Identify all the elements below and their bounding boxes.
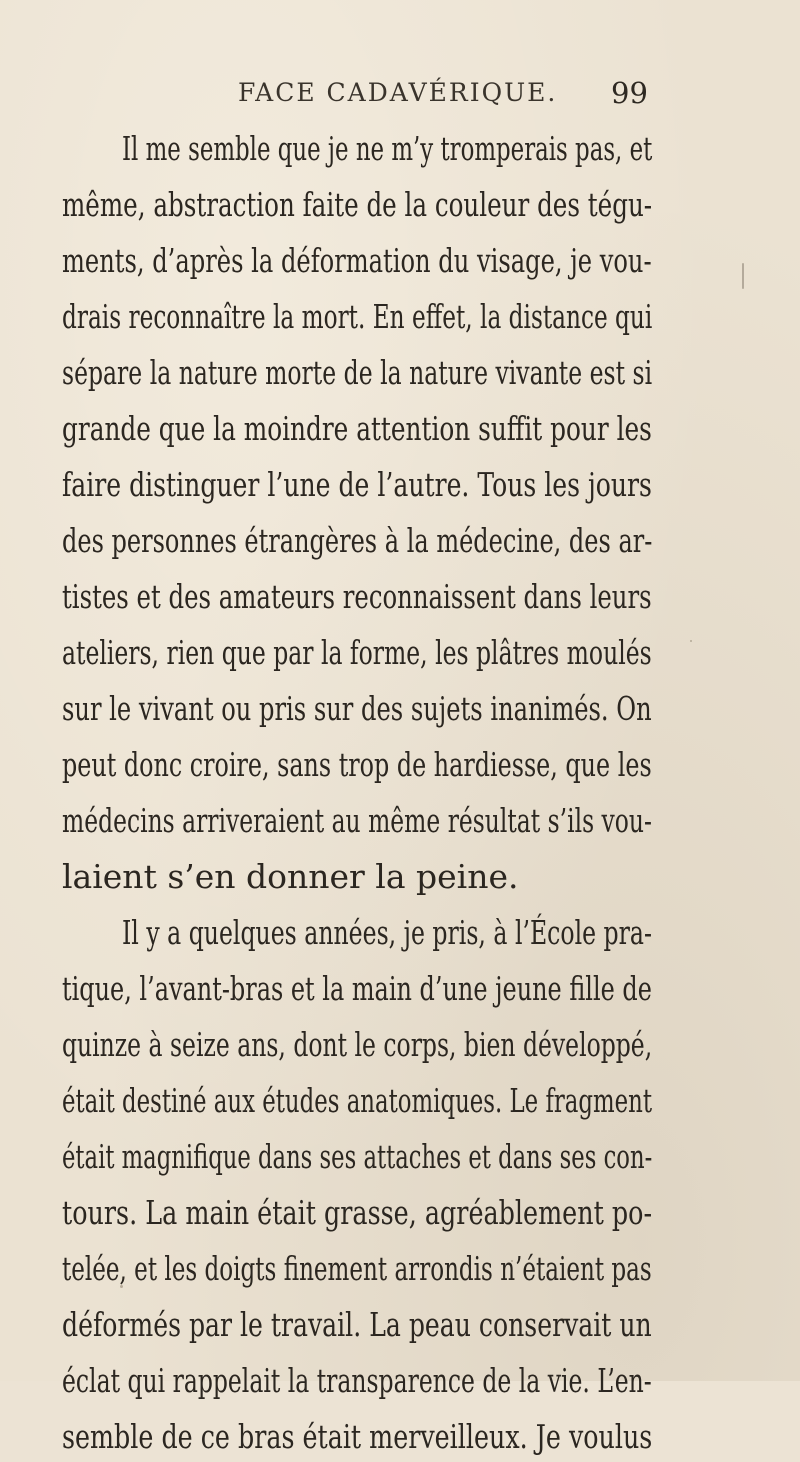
text-line: semble de ce bras était merveilleux. Je voulus: [62, 1417, 653, 1456]
text-line: drais reconnaître la mort. En effet, la distance qui: [62, 297, 653, 336]
text-line: même, abstraction faite de la couleur des tégu-: [62, 185, 653, 224]
text-line: quinze à seize ans, dont le corps, bien développé,: [62, 1025, 653, 1064]
text-line: grande que la moindre attention suffit pour les: [62, 409, 652, 448]
text-line: laient s’en donner la peine.: [62, 857, 519, 896]
text-line: peut donc croire, sans trop de hardiesse, que les: [62, 745, 652, 784]
text-line: tours. La main était grasse, agréablement po-: [62, 1193, 653, 1232]
text-line: éclat qui rappelait la transparence de la vie. L’en-: [62, 1361, 652, 1400]
text-line: faire distinguer l’une de l’autre. Tous les jours: [62, 465, 652, 504]
text-line: des personnes étrangères à la médecine, des ar-: [62, 521, 653, 560]
text-line: médecins arriveraient au même résultat s’ils vou-: [62, 801, 652, 840]
text-line: était destiné aux études anatomiques. Le fragment: [62, 1081, 653, 1120]
running-head: [0, 76, 800, 116]
text-line: déformés par le travail. La peau conservait un: [62, 1305, 652, 1344]
text-line: telée, et les doigts finement arrondis n’étaient pas: [62, 1249, 652, 1288]
page-number: 99: [611, 76, 648, 110]
text-line: tique, l’avant-bras et la main d’une jeune fille de: [62, 969, 652, 1008]
text-line: ments, d’après la déformation du visage, je vou-: [62, 241, 652, 280]
text-line: Il me semble que je ne m’y tromperais pas, et: [122, 129, 653, 168]
text-line: sépare la nature morte de la nature vivante est si: [62, 353, 653, 392]
text-line: était magnifique dans ses attaches et dans ses con-: [62, 1137, 653, 1176]
text-line: Il y a quelques années, je pris, à l’École pra-: [122, 913, 652, 952]
running-title: FACE CADAVÉRIQUE.: [238, 78, 558, 107]
text-line: sur le vivant ou pris sur des sujets inanimés. On: [62, 689, 652, 728]
text-line: ateliers, rien que par la forme, les plâtres moulés: [62, 633, 652, 672]
text-line: tistes et des amateurs reconnaissent dans leurs: [62, 577, 652, 616]
